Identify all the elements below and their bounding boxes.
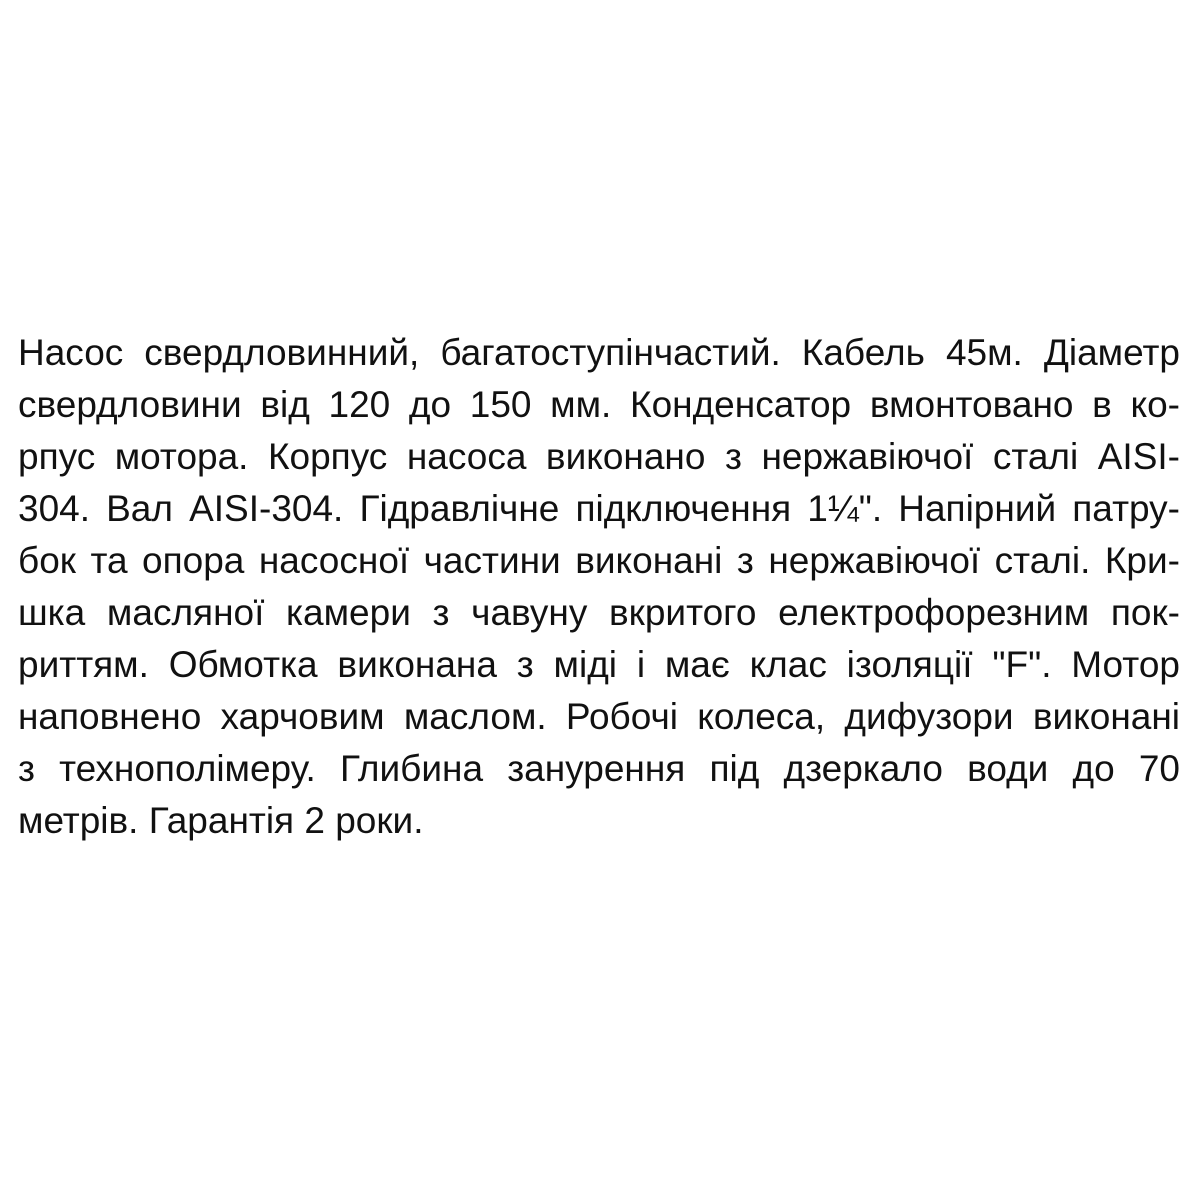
description-line-9: з технополімеру. Глибина занурення під дзеркало води до 70 bbox=[18, 748, 1180, 789]
description-line-10: метрів. Гарантія 2 роки. bbox=[18, 800, 424, 841]
description-line-2: свердловини від 120 до 150 мм. Конденсатор вмонтовано в ко- bbox=[18, 384, 1180, 425]
description-line-8: наповнено харчовим маслом. Робочі колеса, дифузори виконані bbox=[18, 696, 1180, 737]
description-line-1: Насос свердловинний, багатоступінчастий. Кабель 45м. Діаметр bbox=[18, 332, 1180, 373]
description-line-7: риттям. Обмотка виконана з міді і має клас ізоляції "F". Мотор bbox=[18, 644, 1180, 685]
description-line-4: 304. Вал AISI-304. Гідравлічне підключення 1¼". Напірний патру- bbox=[18, 488, 1180, 529]
description-line-3: рпус мотора. Корпус насоса виконано з нержавіючої сталі AISI- bbox=[18, 436, 1180, 477]
description-line-6: шка масляної камери з чавуну вкритого електрофорезним пок- bbox=[18, 592, 1180, 633]
product-description bbox=[18, 327, 1180, 847]
description-line-5: бок та опора насосної частини виконані з нержавіючої сталі. Кри- bbox=[18, 540, 1180, 581]
